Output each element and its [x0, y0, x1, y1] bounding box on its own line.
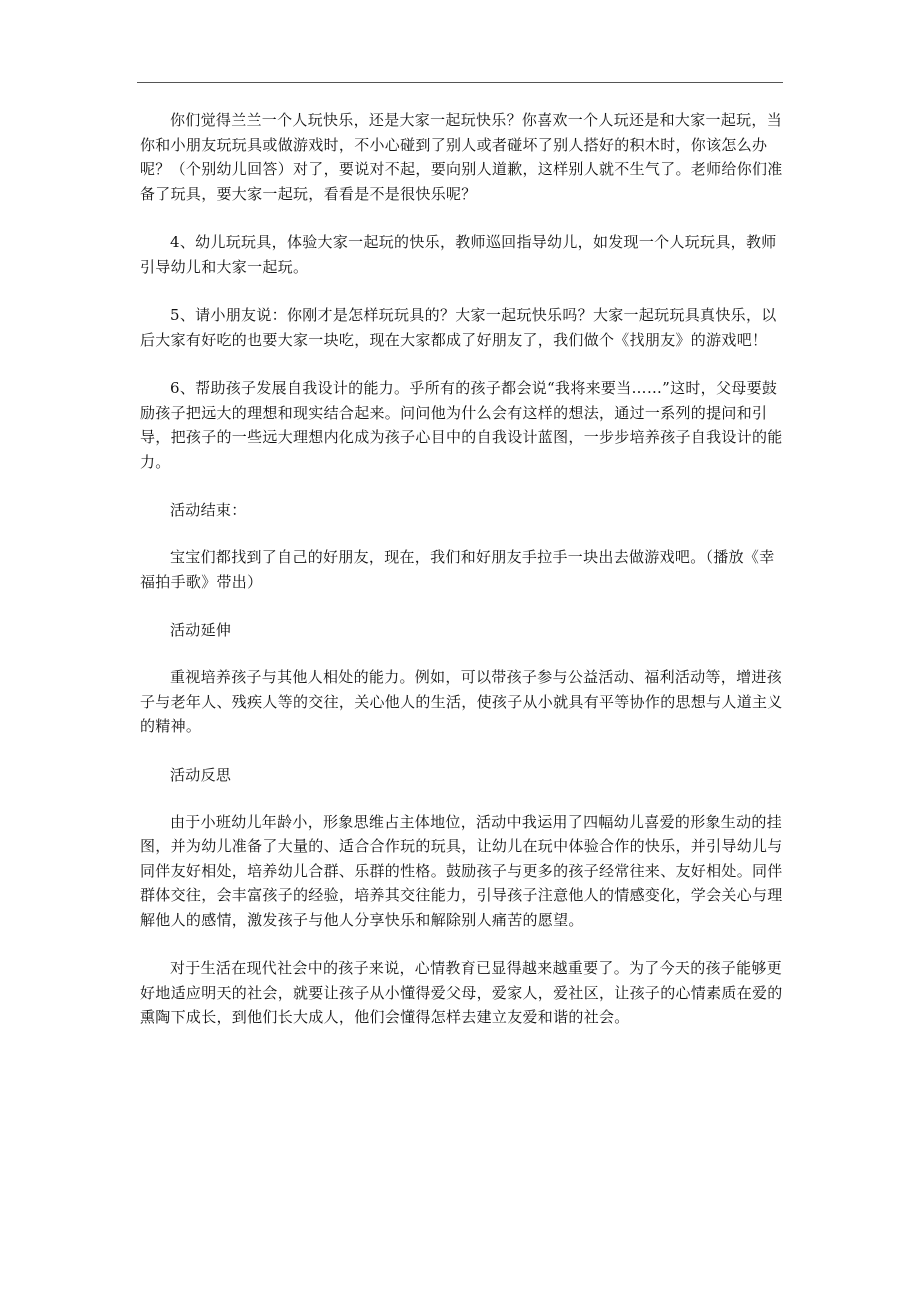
heading-activity-reflection: 活动反思 [170, 765, 232, 784]
paragraph-step-6: 6、帮助孩子发展自我设计的能力。乎所有的孩子都会说“我将来要当……”这时，父母要鼓励孩子把远大的理想和现实结合起来。问问他为什么会有这样的想法，通过一系列的提问和引导，把孩子的一些远大理想内化成为孩子心目中的自我设计蓝图，一步步培养孩子自我设计的能力。 [140, 379, 783, 471]
paragraph-step-5: 5、请小朋友说：你刚才是怎样玩玩具的？大家一起玩快乐吗？大家一起玩玩具真快乐，以后大家有好吃的也要大家一块吃，现在大家都成了好朋友了，我们做个《找朋友》的游戏吧！ [140, 306, 777, 349]
document-body [140, 108, 786, 1054]
paragraph-activity-reflection: 由于小班幼儿年龄小，形象思维占主体地位，活动中我运用了四幅幼儿喜爱的形象生动的挂图，并为幼儿准备了大量的、适合合作玩的玩具，让幼儿在玩中体验合作的快乐，并引导幼儿与同伴友好相处，培养幼儿合群、乐群的性格。鼓励孩子与更多的孩子经常往来、友好相处。同伴群体交往，会丰富孩子的经验，培养其交往能力，引导孩子注意他人的情感变化，学会关心与理解他人的感情，激发孩子与他人分享快乐和解除别人痛苦的愿望。 [140, 812, 783, 929]
heading-activity-extension: 活动延伸 [170, 621, 232, 639]
paragraph-intro-question: 你们觉得兰兰一个人玩快乐，还是大家一起玩快乐？你喜欢一个人玩还是和大家一起玩，当你和小朋友玩玩具或做游戏时，不小心碰到了别人或者碰坏了别人搭好的积木时，你该怎么办呢？（个别幼儿回答）对了，要说对不起，要向别人道歉，这样别人就不生气了。老师给你们准备了玩具，要大家一起玩，看看是不是很快乐呢？ [140, 111, 783, 203]
heading-activity-end: 活动结束： [170, 501, 247, 519]
paragraph-step-4: 4、幼儿玩玩具，体验大家一起玩的快乐，教师巡回指导幼儿，如发现一个人玩玩具，教师引导幼儿和大家一起玩。 [140, 233, 777, 276]
paragraph-conclusion: 对于生活在现代社会中的孩子来说，心情教育已显得越来越重要了。为了今天的孩子能够更好地适应明天的社会，就要让孩子从小懂得爱父母，爱家人，爱社区，让孩子的心情素质在爱的熏陶下成长，到他们长大成人，他们会懂得怎样去建立友爱和谐的社会。 [140, 959, 783, 1026]
paragraph-activity-end: 宝宝们都找到了自己的好朋友，现在，我们和好朋友手拉手一块出去做游戏吧。（播放《幸福拍手歌》带出） [140, 548, 775, 591]
paragraph-activity-extension: 重视培养孩子与其他人相处的能力。例如，可以带孩子参与公益活动、福利活动等，增进孩子与老年人、残疾人等的交往，关心他人的生活，使孩子从小就具有平等协作的思想与人道主义的精神。 [140, 668, 783, 735]
header-rule [137, 82, 783, 83]
